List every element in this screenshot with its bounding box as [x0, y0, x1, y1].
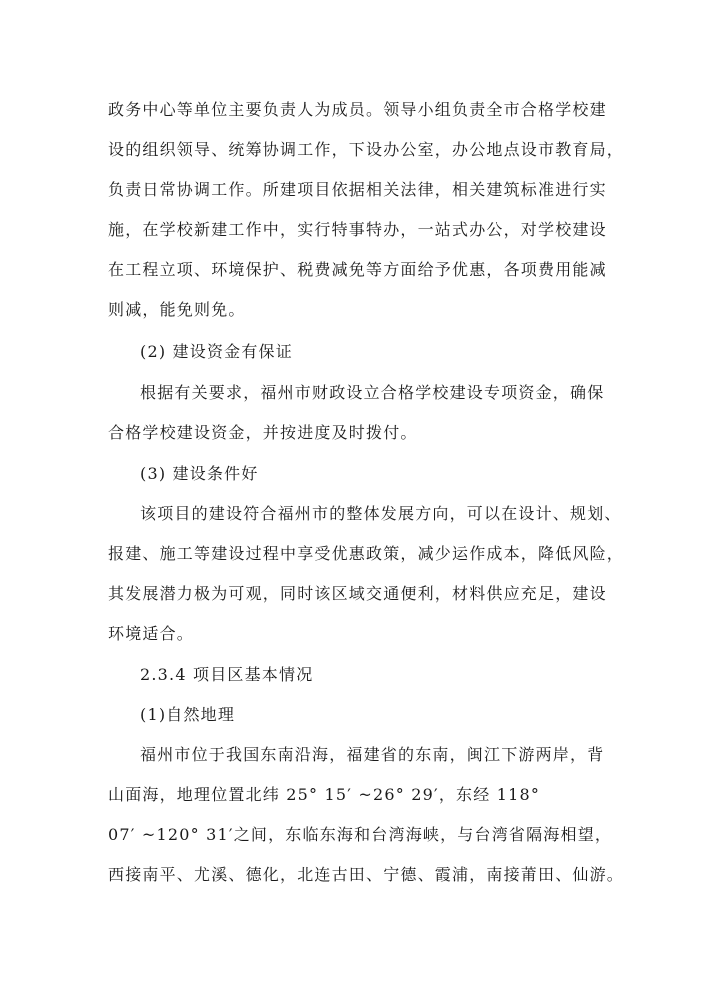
paragraph-line: 07′ ~120° 31′之间，东临东海和台湾海峡，与台湾省隔海相望， [108, 825, 613, 844]
paragraph-line: 则减，能免则免。 [108, 300, 246, 319]
paragraph-line: 该项目的建设符合福州市的整体发展方向，可以在设计、规划、 [140, 504, 622, 523]
paragraph-line: 在工程立项、环境保护、税费减免等方面给予优惠，各项费用能减 [108, 260, 607, 279]
paragraph-line: 福州市位于我国东南沿海，福建省的东南，闽江下游两岸，背 [140, 745, 605, 764]
paragraph-line: 设的组织领导、统筹协调工作，下设办公室，办公地点设市教育局， [108, 140, 625, 159]
paragraph-line: 山面海，地理位置北纬 25° 15′ ~26° 29′，东经 118° [108, 785, 541, 804]
paragraph-line: 合格学校建设资金，并按进度及时拨付。 [108, 423, 418, 442]
section-heading: (2) 建设资金有保证 [140, 342, 293, 361]
paragraph-line: 环境适合。 [108, 624, 195, 643]
paragraph-line: 报建、施工等建设过程中享受优惠政策，减少运作成本，降低风险， [108, 544, 625, 563]
subsection-heading: (1)自然地理 [140, 705, 236, 724]
paragraph-line: 其发展潜力极为可观，同时该区域交通便利，材料供应充足，建设 [108, 584, 607, 603]
paragraph-line: 施，在学校新建工作中，实行特事特办，一站式办公，对学校建设 [108, 220, 607, 239]
section-heading: (3) 建设条件好 [140, 464, 259, 483]
paragraph-line: 根据有关要求，福州市财政设立合格学校建设专项资金，确保 [140, 383, 605, 402]
paragraph-line: 负责日常协调工作。所建项目依据相关法律，相关建筑标准进行实 [108, 180, 607, 199]
section-heading: 2.3.4 项目区基本情况 [140, 665, 314, 684]
paragraph-line: 政务中心等单位主要负责人为成员。领导小组负责全市合格学校建 [108, 100, 607, 119]
paragraph-line: 西接南平、尤溪、德化，北连古田、宁德、霞浦，南接莆田、仙游。 [108, 865, 625, 884]
